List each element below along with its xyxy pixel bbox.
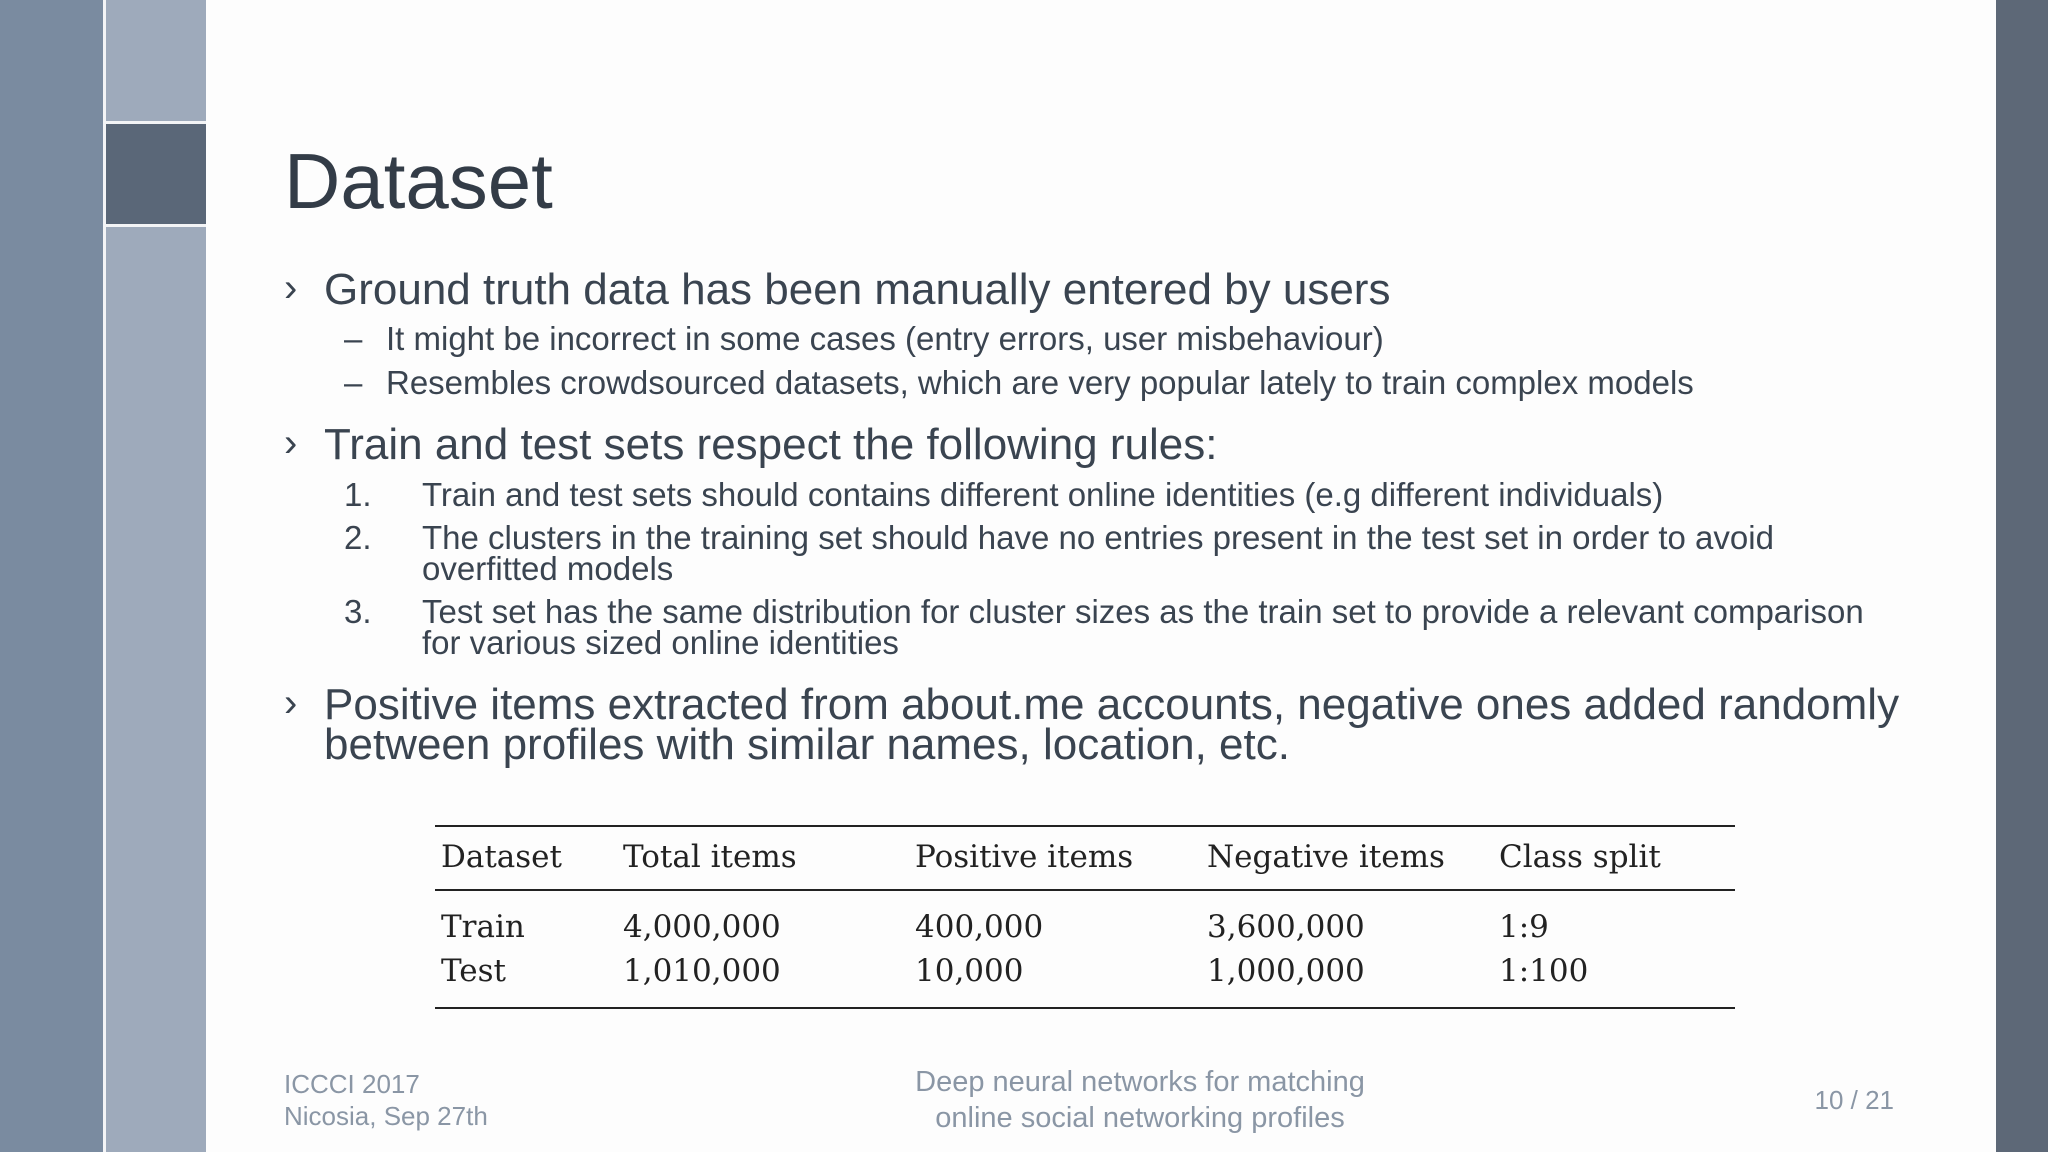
sidebar-block-bottom-line [106,224,206,227]
footer-talk-title-line1: Deep neural networks for matching [915,1066,1365,1098]
slide-title: Dataset [284,137,553,225]
bullet-marker: › [284,681,298,725]
subitem-text: It might be incorrect in some cases (entry errors, user misbehaviour) [386,320,1384,357]
table-header-cell: Dataset [441,839,562,875]
numbered-marker: 3. [344,593,372,630]
dataset-table [435,825,1735,1009]
subitem-text: Resembles crowdsourced datasets, which are very popular lately to train complex models [386,364,1694,401]
footer-talk-title-line2: online social networking profiles [935,1102,1345,1134]
bullet-marker: › [284,266,298,310]
bullet-text: Positive items extracted from about.me accounts, negative ones added randomly between profiles with similar names, location, etc. [324,680,1900,769]
table-row [435,890,1735,949]
table-cell: 1:100 [1499,953,1589,989]
table-cell: 3,600,000 [1207,909,1365,945]
subitem-marker: – [344,320,363,357]
numbered-marker: 1. [344,476,372,513]
table-header-row [435,826,1735,890]
page-indicator: 10 / 21 [1814,1085,1894,1115]
table-cell: 400,000 [915,909,1044,945]
table-cell: 1:9 [1499,909,1549,945]
table-cell: 10,000 [915,953,1024,989]
numbered-text: The clusters in the training set should have no entries present in the test set in order to avoid overfitted models [422,519,1774,587]
bullet-text: Ground truth data has been manually entered by users [324,265,1391,314]
sidebar-outer-band [0,0,103,1152]
footer-conference: ICCCI 2017 [284,1069,420,1099]
footer-location-date: Nicosia, Sep 27th [284,1101,488,1131]
table-header-cell: Total items [623,839,797,875]
table-cell: 4,000,000 [623,909,781,945]
numbered-text: Train and test sets should contains different online identities (e.g different individuals) [422,476,1664,513]
table-cell: 1,010,000 [623,953,781,989]
table-header-cell: Negative items [1207,839,1445,875]
table-cell: Train [441,909,525,945]
table-cell: Test [441,953,506,989]
subitem-marker: – [344,364,363,401]
sidebar-accent-block [106,124,206,224]
table-header-cell: Class split [1499,839,1661,875]
table-row [435,949,1735,1008]
footer-talk-title [880,1064,1400,1136]
right-edge-band [1996,0,2048,1152]
bullet-marker: › [284,421,298,465]
numbered-marker: 2. [344,519,372,556]
footer-event-info [284,1068,488,1132]
table-cell: 1,000,000 [1207,953,1365,989]
numbered-text: Test set has the same distribution for cluster sizes as the train set to provide a relevant comparison for various sized online identities [422,593,1864,661]
bullet-text: Train and test sets respect the following rules: [324,420,1218,469]
table-header-cell: Positive items [915,839,1134,875]
